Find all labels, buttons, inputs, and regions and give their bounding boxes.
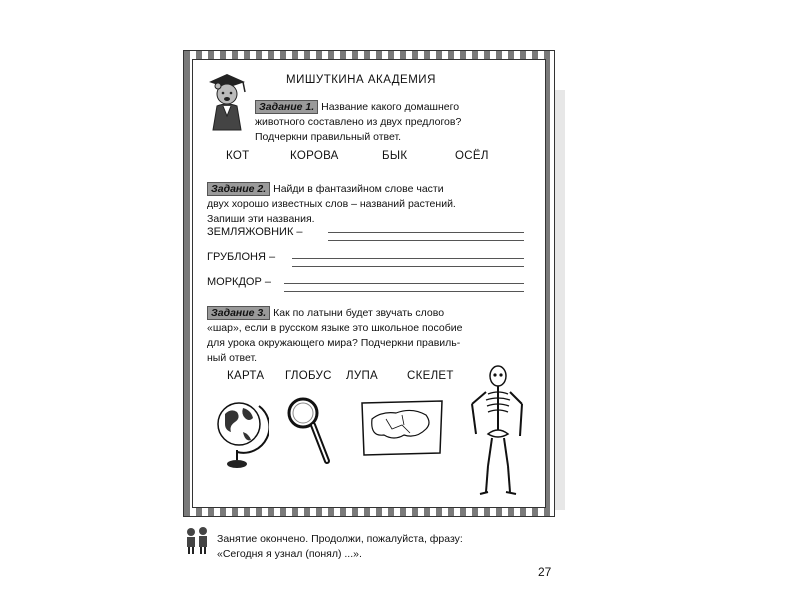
kids-icon bbox=[183, 525, 213, 555]
task2-line1: Найди в фантазийном слове части bbox=[273, 183, 444, 195]
task3-option-1: КАРТА bbox=[227, 370, 265, 382]
answer-line[interactable] bbox=[328, 232, 524, 233]
footer-line2: «Сегодня я узнал (понял) ...». bbox=[217, 548, 362, 560]
task1-option-3: БЫК bbox=[382, 150, 408, 162]
task1-option-2: КОРОВА bbox=[290, 150, 339, 162]
page-title: МИШУТКИНА АКАДЕМИЯ bbox=[286, 74, 436, 86]
task2-line3: Запиши эти названия. bbox=[207, 213, 315, 225]
answer-line[interactable] bbox=[328, 240, 524, 241]
map-icon bbox=[358, 397, 446, 459]
answer-line[interactable] bbox=[284, 291, 524, 292]
task2-word-3: МОРКДОР – bbox=[207, 276, 271, 288]
task2-line2: двух хорошо известных слов – названий растений. bbox=[207, 198, 456, 210]
globe-icon bbox=[213, 392, 269, 472]
task1-option-4: ОСЁЛ bbox=[455, 150, 489, 162]
footer-line1: Занятие окончено. Продолжи, пожалуйста, фразу: bbox=[217, 533, 463, 545]
task1-option-1: КОТ bbox=[226, 150, 250, 162]
answer-line[interactable] bbox=[284, 283, 524, 284]
task3-text bbox=[207, 306, 537, 366]
footer-text bbox=[217, 532, 463, 562]
magnifier-icon bbox=[285, 395, 335, 470]
task2-tag: Задание 2. bbox=[207, 182, 270, 196]
answer-line[interactable] bbox=[292, 258, 524, 259]
task3-option-2: ГЛОБУС bbox=[285, 370, 332, 382]
task1-line3: Подчеркни правильный ответ. bbox=[255, 131, 402, 143]
task3-line1: Как по латыни будет звучать слово bbox=[273, 307, 445, 319]
task3-line4: ный ответ. bbox=[207, 352, 258, 364]
task3-tag: Задание 3. bbox=[207, 306, 270, 320]
task1-line2: животного составлено из двух предлогов? bbox=[255, 116, 462, 128]
task3-option-4: СКЕЛЕТ bbox=[407, 370, 454, 382]
answer-line[interactable] bbox=[292, 266, 524, 267]
skeleton-icon bbox=[466, 364, 532, 500]
task3-line2: «шар», если в русском языке это школьное пособие bbox=[207, 322, 463, 334]
task1-text bbox=[255, 100, 550, 145]
task2-text bbox=[207, 182, 537, 227]
task1-line1: Название какого домашнего bbox=[321, 101, 460, 113]
task3-line3: для урока окружающего мира? Подчеркни правиль- bbox=[207, 337, 461, 349]
task2-word-2: ГРУБЛОНЯ – bbox=[207, 251, 276, 263]
task2-word-1: ЗЕМЛЯЖОВНИК – bbox=[207, 226, 303, 238]
page-number: 27 bbox=[538, 565, 552, 579]
task1-tag: Задание 1. bbox=[255, 100, 318, 114]
task3-option-3: ЛУПА bbox=[346, 370, 378, 382]
bear-teacher-icon bbox=[203, 72, 249, 132]
